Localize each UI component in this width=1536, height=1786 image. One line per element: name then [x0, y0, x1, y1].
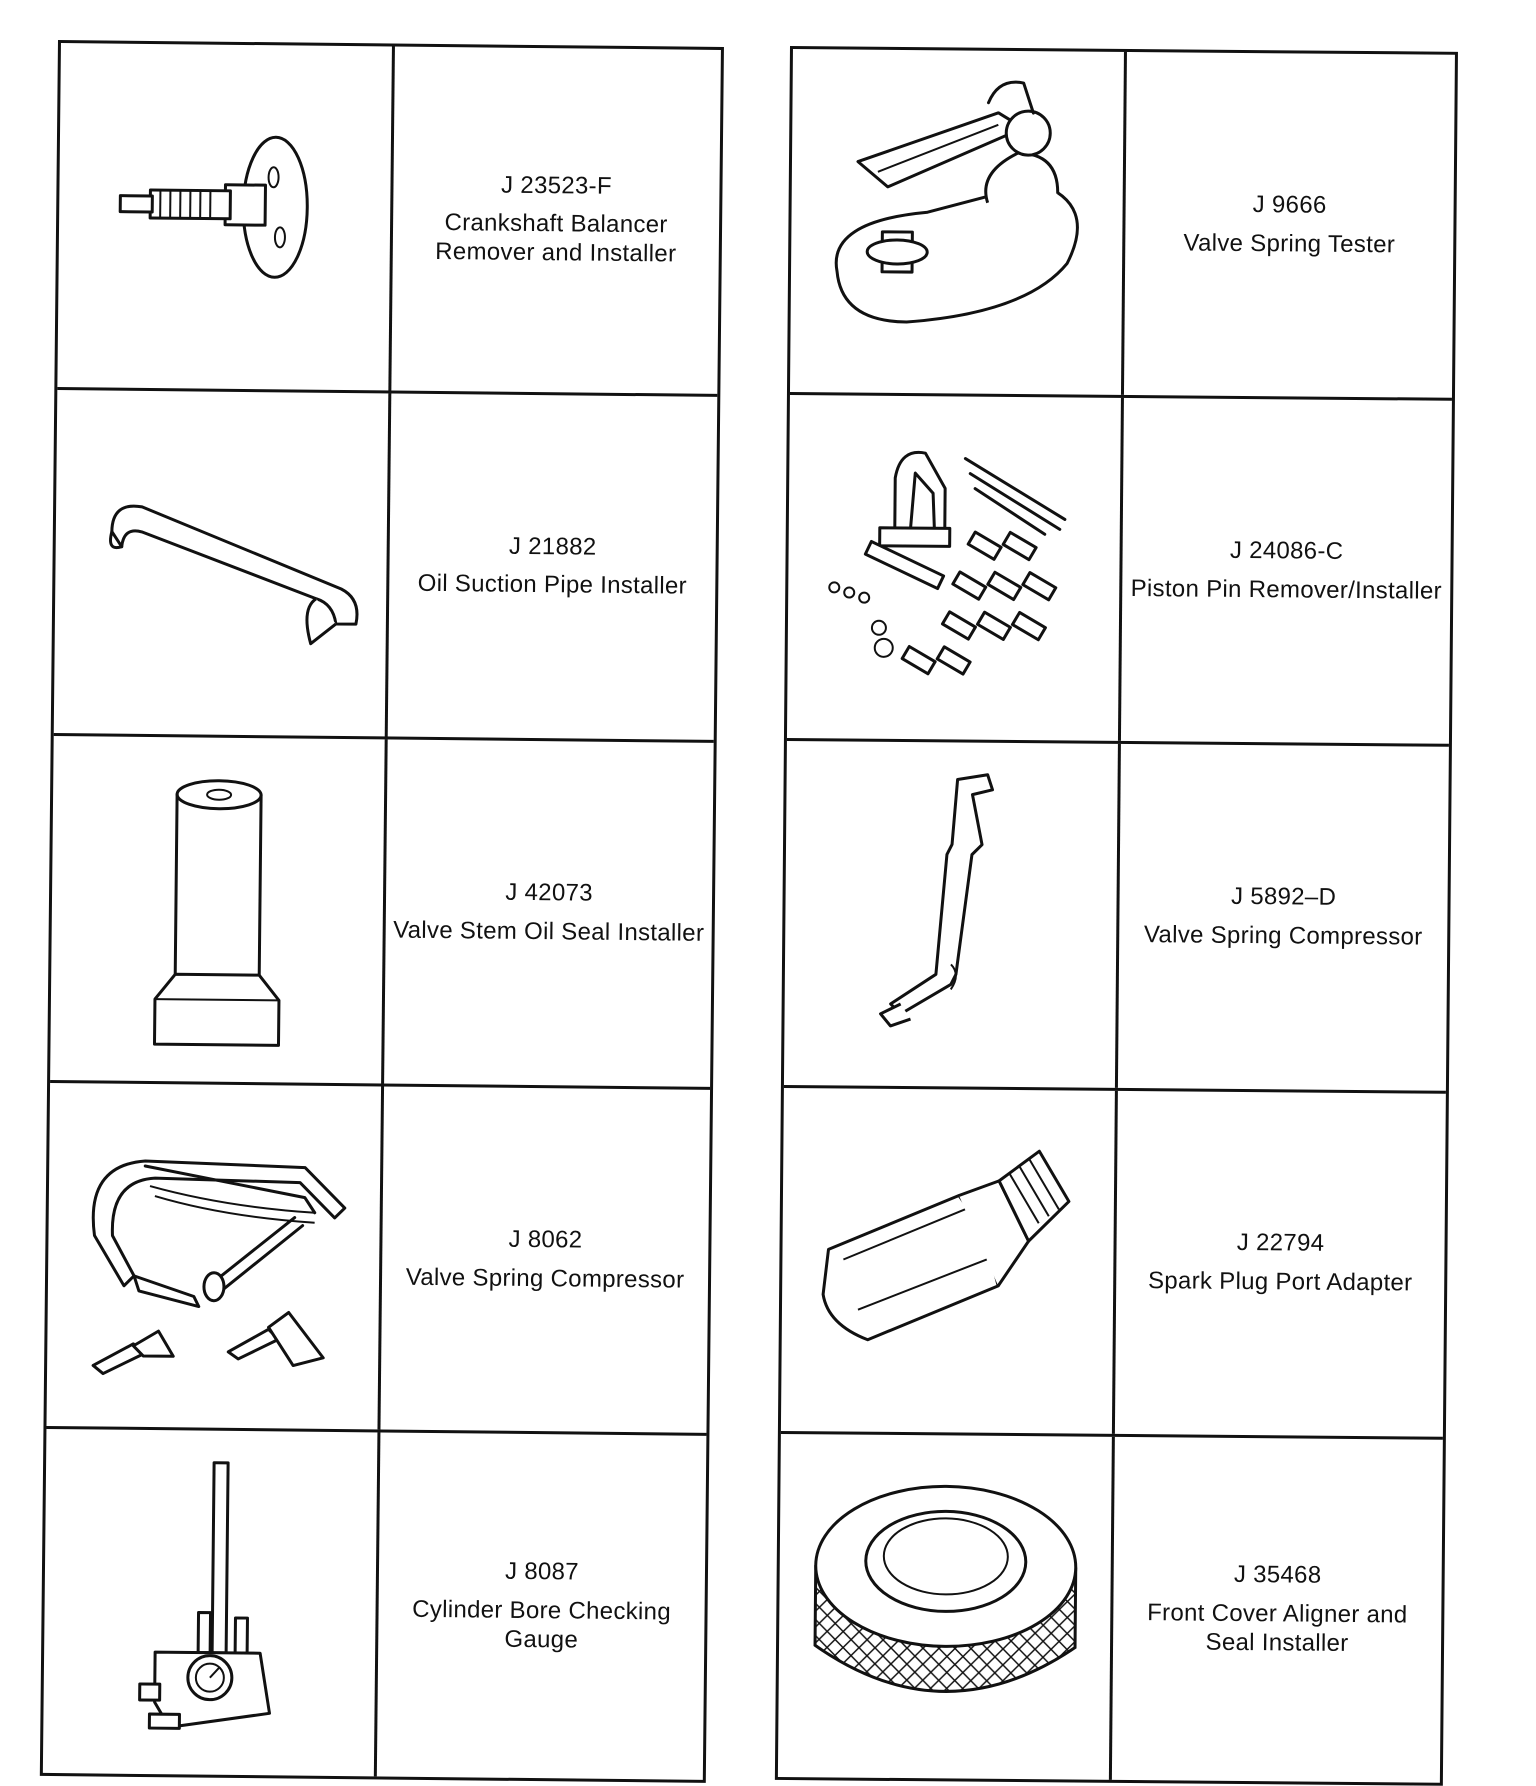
tool-number: J 21882: [508, 532, 597, 561]
tool-description: [1112, 1437, 1443, 1783]
tool-number: J 24086-C: [1229, 536, 1344, 565]
tool-row: [46, 1083, 710, 1436]
tool-name: Valve Spring Tester: [1183, 229, 1396, 258]
tool-row: [787, 395, 1452, 747]
tool-number: J 35468: [1233, 1561, 1322, 1589]
tool-number: J 42073: [505, 878, 593, 907]
tool-name: Spark Plug Port Adapter: [1147, 1267, 1413, 1297]
tool-row: [781, 1088, 1446, 1440]
knurled-aligner-icon: [778, 1434, 1115, 1780]
tool-number: J 23523-F: [500, 171, 613, 200]
tool-name: Valve Stem Oil Seal Installer: [393, 916, 705, 947]
right-tool-table: [775, 46, 1458, 1786]
tool-name: Crankshaft Balancer Remover and Installer: [435, 209, 677, 268]
tool-description: [380, 1086, 710, 1433]
tool-row: [43, 1429, 707, 1779]
crankshaft-balancer-tool-icon: [57, 43, 395, 390]
tool-number: J 22794: [1236, 1229, 1325, 1258]
tool-number: J 8087: [504, 1557, 580, 1586]
cylinder-installer-icon: [50, 736, 388, 1083]
tool-description: [391, 47, 721, 394]
tool-row: [54, 390, 718, 743]
tool-description: [1124, 52, 1455, 398]
tool-row: [778, 1434, 1443, 1783]
left-tool-table: [40, 40, 724, 1783]
half-pipe-installer-icon: [54, 390, 392, 737]
tool-name: Valve Spring Compressor: [1143, 921, 1423, 951]
tool-name: Oil Suction Pipe Installer: [417, 570, 688, 601]
piston-pin-kit-icon: [787, 395, 1124, 741]
lever-compressor-icon: [784, 741, 1121, 1087]
tool-name: Valve Spring Compressor: [405, 1263, 685, 1294]
spring-tester-icon: [790, 49, 1127, 395]
tool-row: [50, 736, 714, 1089]
bore-gauge-icon: [43, 1429, 381, 1776]
tool-description: [1121, 398, 1452, 744]
c-clamp-compressor-icon: [46, 1083, 384, 1430]
tool-name: Cylinder Bore Checking Gauge: [412, 1595, 672, 1654]
tool-number: J 5892–D: [1230, 883, 1337, 912]
tool-number: J 9666: [1252, 190, 1327, 219]
tool-description: [384, 740, 714, 1087]
tool-description: [1115, 1091, 1446, 1437]
tool-number: J 8062: [508, 1225, 583, 1254]
tool-row: [784, 741, 1449, 1093]
tool-name: Front Cover Aligner and Seal Installer: [1147, 1599, 1408, 1657]
tool-description: [388, 393, 718, 740]
tool-name: Piston Pin Remover/Installer: [1130, 574, 1442, 605]
tool-row: [57, 43, 721, 396]
port-adapter-icon: [781, 1088, 1118, 1434]
tool-description: [377, 1433, 707, 1780]
tool-description: [1118, 744, 1449, 1090]
tool-row: [790, 49, 1455, 401]
